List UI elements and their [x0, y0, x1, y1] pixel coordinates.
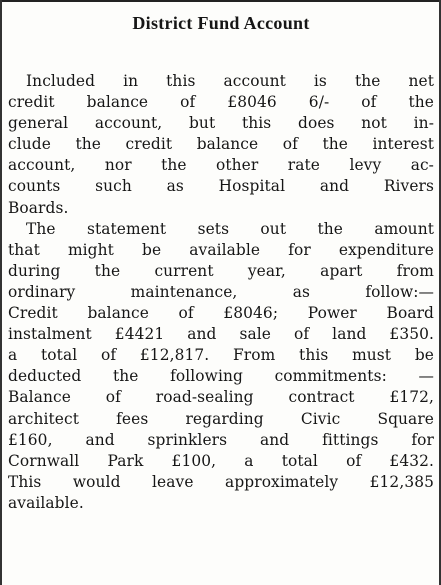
paragraph-line: during the current year, apart from: [8, 261, 434, 280]
article-paragraph-1: [8, 71, 434, 219]
article-paragraph-2: [8, 219, 434, 514]
paragraph-line: a total of £12,817. From this must be: [8, 346, 434, 365]
paragraph-line: Cornwall Park £100, a total of £432.: [8, 451, 434, 470]
paragraph-line: that might be available for expenditure: [8, 240, 434, 259]
paragraph-line: architect fees regarding Civic Square: [8, 409, 434, 428]
paragraph-line: Credit balance of £8046; Power Board: [8, 304, 434, 323]
paragraph-line: Boards.: [8, 198, 69, 217]
paragraph-line: counts such as Hospital and Rivers: [8, 177, 434, 196]
paragraph-line: Balance of road-sealing contract £172,: [8, 388, 434, 407]
paragraph-line: The statement sets out the amount: [26, 219, 434, 238]
paragraph-line: ordinary maintenance, as follow:—: [8, 282, 434, 301]
paragraph-line: available.: [8, 493, 84, 512]
article-headline: District Fund Account: [132, 13, 310, 33]
paragraph-line: credit balance of £8046 6/- of the: [8, 93, 434, 112]
paragraph-line: Included in this account is the net: [26, 72, 434, 90]
paragraph-line: clude the credit balance of the interest: [8, 135, 434, 154]
top-border-rule: [0, 0, 441, 2]
paragraph-line: instalment £4421 and sale of land £350.: [8, 325, 434, 344]
left-column-rule: [0, 0, 2, 585]
paragraph-line: general account, but this does not in-: [8, 114, 434, 133]
paragraph-line: deducted the following commitments: —: [8, 367, 434, 386]
newspaper-article: [8, 10, 434, 514]
paragraph-line: This would leave approximately £12,385: [8, 472, 434, 491]
paragraph-line: account, nor the other rate levy ac-: [8, 156, 434, 175]
paragraph-line: £160, and sprinklers and fittings for: [8, 430, 434, 449]
